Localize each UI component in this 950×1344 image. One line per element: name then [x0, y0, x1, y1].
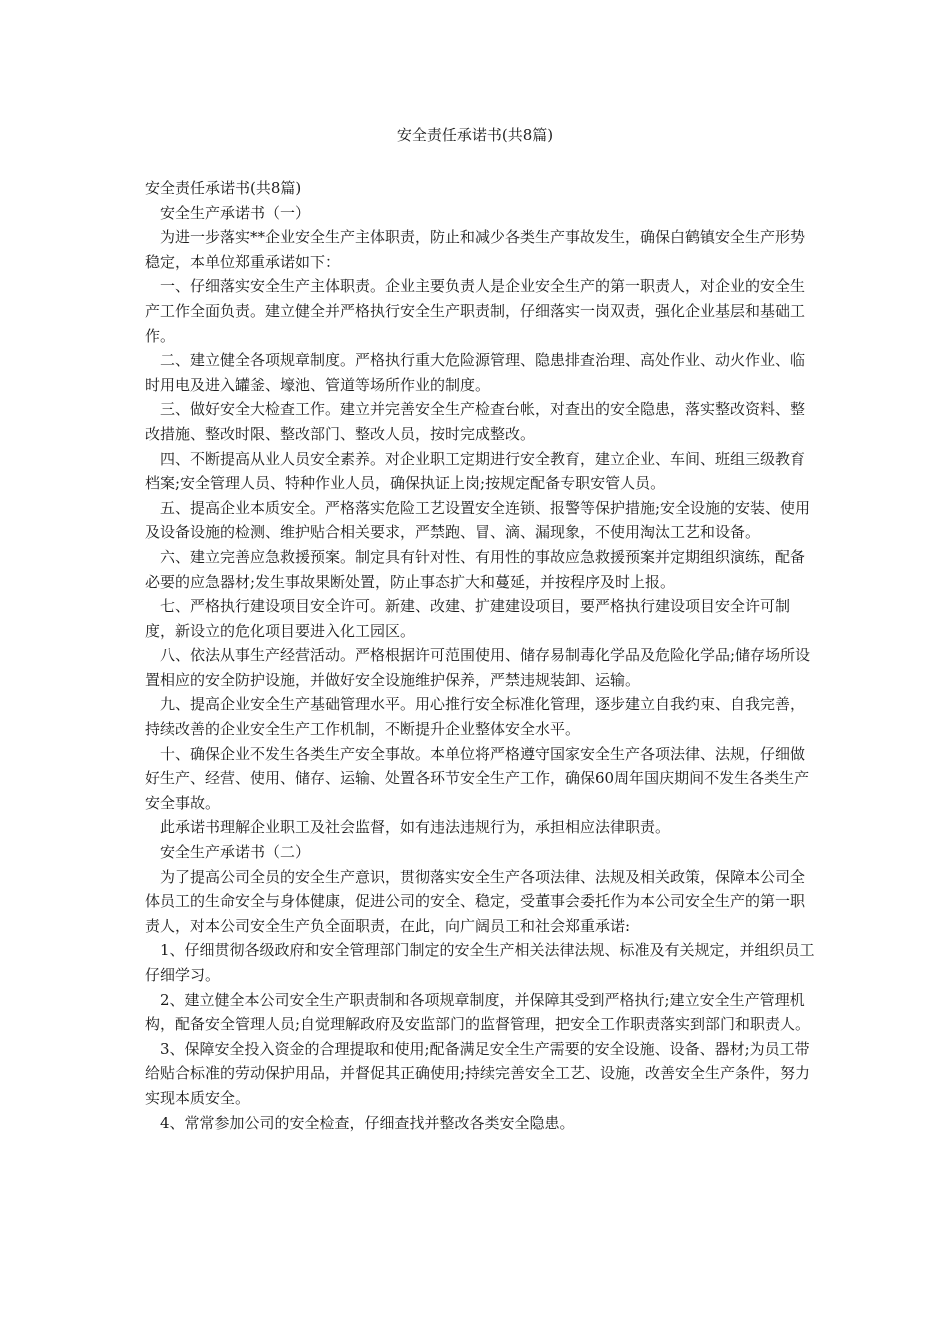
- paragraph: 八、依法从事生产经营活动。严格根据许可范围使用、储存易制毒化学品及危险化学品;储存场所设置相应的安全防护设施，并做好安全设施维护保养，严禁违规装卸、运输。: [145, 646, 811, 689]
- paragraph: 二、建立健全各项规章制度。严格执行重大危险源管理、隐患排查治理、高处作业、动火作业、临时用电及进入罐釜、壕池、管道等场所作业的制度。: [145, 351, 806, 394]
- section-heading: 安全生产承诺书（二）: [160, 843, 311, 862]
- paragraph: 五、提高企业本质安全。严格落实危险工艺设置安全连锁、报警等保护措施;安全设施的安装、使用及设备设施的检测、维护贴合相关要求，严禁跑、冒、滴、漏现象，不使用淘汰工艺和设备。: [145, 498, 811, 542]
- paragraph: 六、建立完善应急救援预案。制定具有针对性、有用性的事故应急救援预案并定期组织演练，配备必要的应急器材;发生事故果断处置，防止事态扩大和蔓延，并按程序及时上报。: [145, 547, 806, 591]
- paragraph: 1、仔细贯彻各级政府和安全管理部门制定的安全生产相关法律法规、标准及有关规定，并组织员工仔细学习。: [145, 941, 815, 984]
- paragraph: 2、建立健全本公司安全生产职责制和各项规章制度，并保障其受到严格执行;建立安全生产管理机构，配备安全管理人员;自觉理解政府及安监部门的监督管理，把安全工作职责落实到部门和职责人。: [145, 990, 811, 1034]
- paragraph: 九、提高企业安全生产基础管理水平。用心推行安全标准化管理，逐步建立自我约束、自我完善，持续改善的企业安全生产工作机制，不断提升企业整体安全水平。: [145, 695, 806, 739]
- paragraph: 3、保障安全投入资金的合理提取和使用;配备满足安全生产需要的安全设施、设备、器材;为员工带给贴合标准的劳动保护用品，并督促其正确使用;持续完善安全工艺、设施，改善安全生产条件，努力实现本质安全。: [145, 1039, 811, 1107]
- paragraph: 七、严格执行建设项目安全许可。新建、改建、扩建建设项目，要严格执行建设项目安全许可制度，新设立的危化项目要进入化工园区。: [145, 597, 791, 640]
- paragraph: 为进一步落实**企业安全生产主体职责，防止和减少各类生产事故发生，确保白鹤镇安全生产形势稳定，本单位郑重承诺如下：: [145, 228, 806, 271]
- doc-heading: 安全责任承诺书(共8篇): [145, 179, 302, 197]
- paragraph: 三、做好安全大检查工作。建立并完善安全生产检查台帐，对查出的安全隐患，落实整改资料、整改措施、整改时限、整改部门、整改人员，按时完成整改。: [145, 400, 806, 443]
- paragraph: 为了提高公司全员的安全生产意识，贯彻落实安全生产各项法律、法规及相关政策，保障本公司全体员工的生命安全与身体健康，促进公司的安全、稳定，受董事会委托作为本公司安全生产的第一职责人，对本公司安全生产负全面职责，在此，向广阔员工和社会郑重承诺:: [145, 867, 806, 935]
- paragraph: 此承诺书理解企业职工及社会监督，如有违法违规行为，承担相应法律职责。: [160, 818, 671, 837]
- section-heading: 安全生产承诺书（一）: [160, 203, 311, 222]
- paragraph: 十、确保企业不发生各类生产安全事故。本单位将严格遵守国家安全生产各项法律、法规，仔细做好生产、经营、使用、储存、运输、处置各环节安全生产工作，确保60周年国庆期间不发生各类生产安全事故。: [145, 744, 810, 812]
- document-body: [145, 176, 815, 1135]
- paragraph: 4、常常参加公司的安全检查，仔细查找并整改各类安全隐患。: [160, 1113, 575, 1132]
- paragraph: 一、仔细落实安全生产主体职责。企业主要负责人是企业安全生产的第一职责人，对企业的安全生产工作全面负责。建立健全并严格执行安全生产职责制，仔细落实一岗双责，强化企业基层和基础工作。: [145, 277, 806, 345]
- page-title: 安全责任承诺书(共8篇): [396, 126, 554, 144]
- paragraph: 四、不断提高从业人员安全素养。对企业职工定期进行安全教育，建立企业、车间、班组三级教育档案;安全管理人员、特种作业人员，确保执证上岗;按规定配备专职安管人员。: [145, 449, 806, 493]
